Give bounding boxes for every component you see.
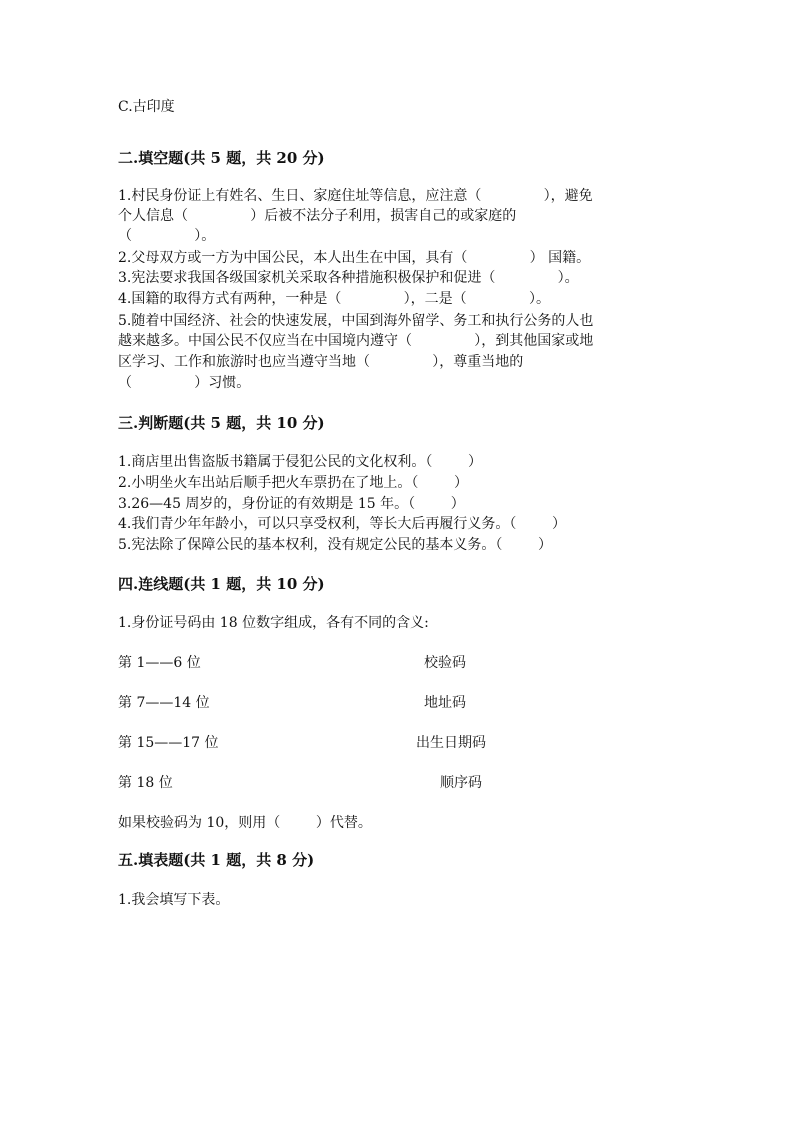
table-q1: 1.我会填写下表。 <box>118 892 230 908</box>
judge-q3: 3.26—45 周岁的，身份证的有效期是 15 年。（ ） <box>118 496 465 512</box>
fill-q1-line3: （ ）。 <box>118 228 216 244</box>
match-right-1: 校验码 <box>424 655 466 671</box>
match-right-4: 顺序码 <box>440 775 482 791</box>
fill-q5-line1: 5.随着中国经济、社会的快速发展，中国到海外留学、务工和执行公务的人也 <box>118 313 594 329</box>
match-right-3: 出生日期码 <box>416 735 486 751</box>
judge-q4: 4.我们青少年年龄小，可以只享受权利，等长大后再履行义务。（ ） <box>118 516 566 532</box>
section-5-title: 五.填表题(共 1 题，共 8 分) <box>118 851 315 869</box>
match-right-2: 地址码 <box>424 695 466 711</box>
match-intro: 1.身份证号码由 18 位数字组成，各有不同的含义: <box>118 615 429 631</box>
fill-q5-line2: 越来越多。中国公民不仅应当在中国境内遵守（ ），到其他国家或地 <box>118 333 594 349</box>
fill-q4: 4.国籍的取得方式有两种，一种是（ ），二是（ ）。 <box>118 291 550 307</box>
section-2-title: 二.填空题(共 5 题，共 20 分) <box>118 149 325 167</box>
judge-q2: 2.小明坐火车出站后顺手把火车票扔在了地上。（ ） <box>118 475 468 491</box>
option-c: C.古印度 <box>118 99 175 115</box>
fill-q5-line3: 区学习、工作和旅游时也应当遵守当地（ ），尊重当地的 <box>118 354 524 370</box>
match-left-3: 第 15——17 位 <box>118 735 219 751</box>
section-4-title: 四.连线题(共 1 题，共 10 分) <box>118 575 325 593</box>
judge-q1: 1.商店里出售盗版书籍属于侵犯公民的文化权利。（ ） <box>118 454 482 470</box>
fill-q2: 2.父母双方或一方为中国公民，本人出生在中国，具有（ ） 国籍。 <box>118 250 591 266</box>
fill-q5-line4: （ ）习惯。 <box>118 375 251 391</box>
judge-q5: 5.宪法除了保障公民的基本权利，没有规定公民的基本义务。（ ） <box>118 537 552 553</box>
match-left-4: 第 18 位 <box>118 775 173 791</box>
match-left-1: 第 1——6 位 <box>118 655 201 671</box>
match-outro: 如果校验码为 10，则用（ ）代替。 <box>118 815 372 831</box>
fill-q3: 3.宪法要求我国各级国家机关采取各种措施积极保护和促进（ ）。 <box>118 270 579 286</box>
match-left-2: 第 7——14 位 <box>118 695 210 711</box>
fill-q1-line2: 个人信息（ ）后被不法分子利用，损害自己的或家庭的 <box>118 208 517 224</box>
fill-q1-line1: 1.村民身份证上有姓名、生日、家庭住址等信息，应注意（ ），避免 <box>118 188 593 204</box>
section-3-title: 三.判断题(共 5 题，共 10 分) <box>118 414 325 432</box>
